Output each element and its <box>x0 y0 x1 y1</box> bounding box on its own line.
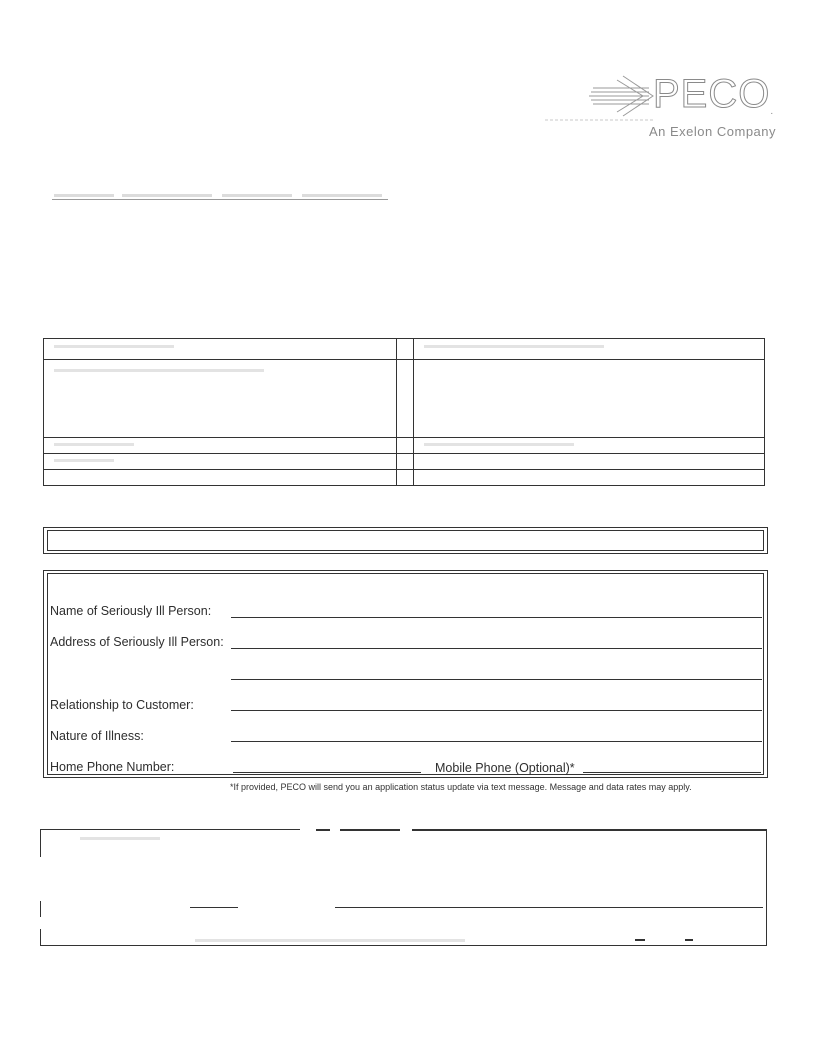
name-field[interactable] <box>231 617 762 618</box>
logo-arrow-icon <box>545 66 655 126</box>
illness-label: Nature of Illness: <box>50 729 144 743</box>
empty-section-box <box>43 527 768 554</box>
address-field-line-1[interactable] <box>231 648 762 649</box>
customer-info-table <box>43 338 765 486</box>
logo-wordmark: PECO. <box>653 72 775 117</box>
signature-section-box <box>40 829 767 946</box>
seriously-ill-person-form <box>43 570 768 778</box>
faded-heading <box>52 194 388 202</box>
home-phone-field[interactable] <box>233 772 421 773</box>
peco-logo <box>545 66 785 150</box>
mobile-phone-field[interactable] <box>583 772 761 773</box>
text-message-footnote: *If provided, PECO will send you an application status update via text message. Message and data rates may apply. <box>230 782 692 792</box>
address-field-line-2[interactable] <box>231 679 762 680</box>
illness-field[interactable] <box>231 741 762 742</box>
address-label: Address of Seriously Ill Person: <box>50 635 224 649</box>
relationship-label: Relationship to Customer: <box>50 698 194 712</box>
mobile-phone-label: Mobile Phone (Optional)* <box>435 761 575 775</box>
home-phone-label: Home Phone Number: <box>50 760 175 774</box>
name-label: Name of Seriously Ill Person: <box>50 604 212 618</box>
logo-tagline: An Exelon Company <box>649 124 777 139</box>
relationship-field[interactable] <box>231 710 762 711</box>
